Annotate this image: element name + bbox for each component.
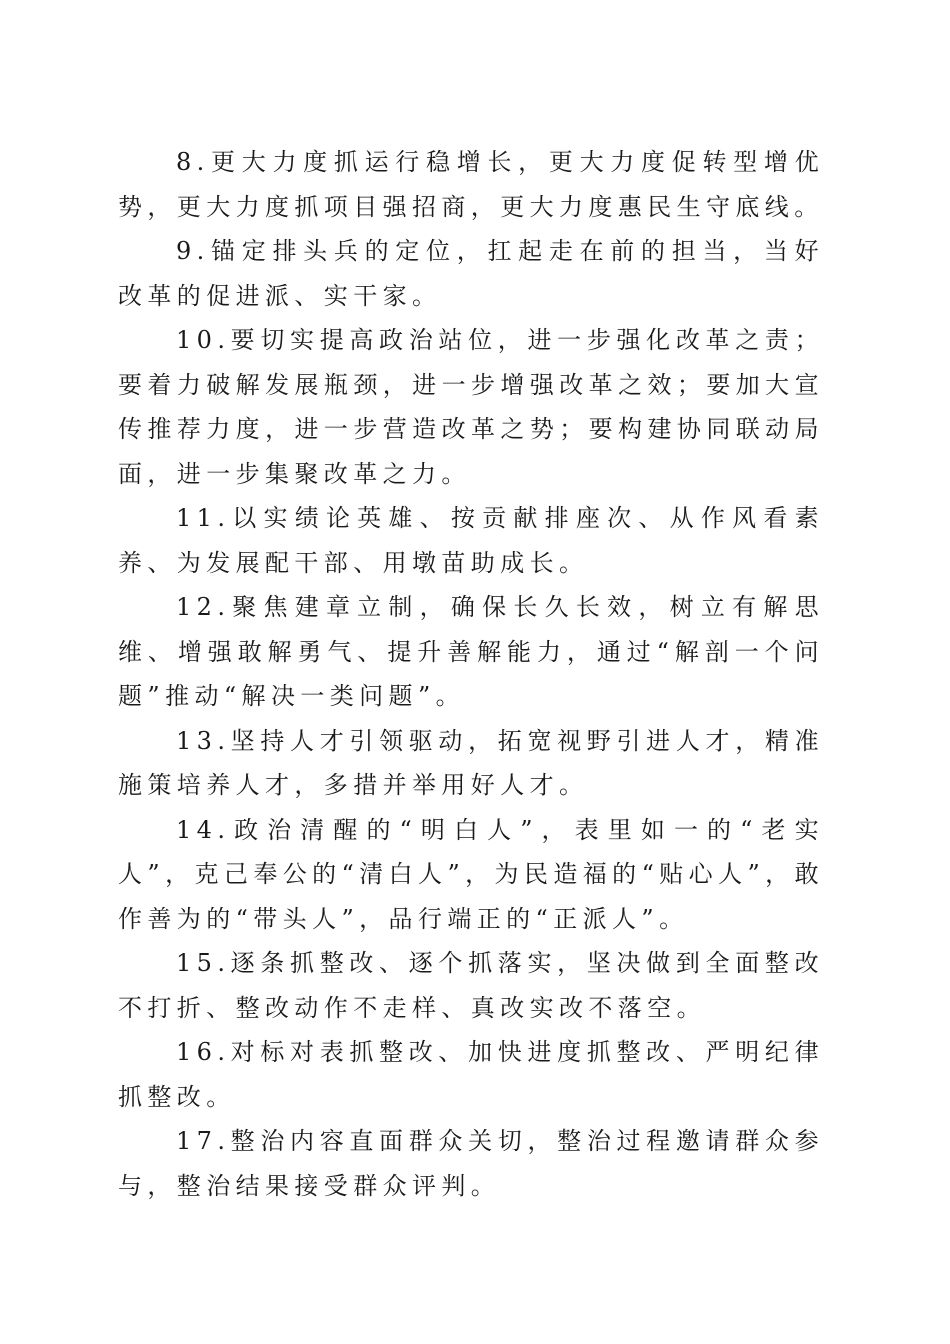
paragraph-8: 8.更大力度抓运行稳增长，更大力度促转型增优势，更大力度抓项目强招商，更大力度惠民生守底线。 [118, 148, 824, 221]
paragraph-17: 17.整治内容直面群众关切，整治过程邀请群众参与，整治结果接受群众评判。 [118, 1127, 824, 1200]
paragraph-15: 15.逐条抓整改、逐个抓落实，坚决做到全面整改不打折、整改动作不走样、真改实改不落空。 [118, 949, 824, 1022]
paragraph-12: 12.聚焦建章立制，确保长久长效，树立有解思维、增强敢解勇气、提升善解能力，通过“解剖一个问题”推动“解决一类问题”。 [118, 593, 824, 710]
paragraph-9: 9.锚定排头兵的定位，扛起走在前的担当，当好改革的促进派、实干家。 [118, 237, 824, 310]
paragraph-13: 13.坚持人才引领驱动，拓宽视野引进人才，精准施策培养人才，多措并举用好人才。 [118, 726, 824, 799]
paragraph-10: 10.要切实提高政治站位，进一步强化改革之责；要着力破解发展瓶颈，进一步增强改革之效；要加大宣传推荐力度，进一步营造改革之势；要构建协同联动局面，进一步集聚改革之力。 [118, 326, 824, 488]
document-body [118, 140, 824, 1208]
paragraph-16: 16.对标对表抓整改、加快进度抓整改、严明纪律抓整改。 [118, 1038, 824, 1111]
paragraph-14: 14.政治清醒的“明白人”，表里如一的“老实人”，克己奉公的“清白人”，为民造福的“贴心人”，敢作善为的“带头人”，品行端正的“正派人”。 [118, 815, 824, 933]
paragraph-11: 11.以实绩论英雄、按贡献排座次、从作风看素养、为发展配干部、用墩苗助成长。 [118, 504, 824, 577]
